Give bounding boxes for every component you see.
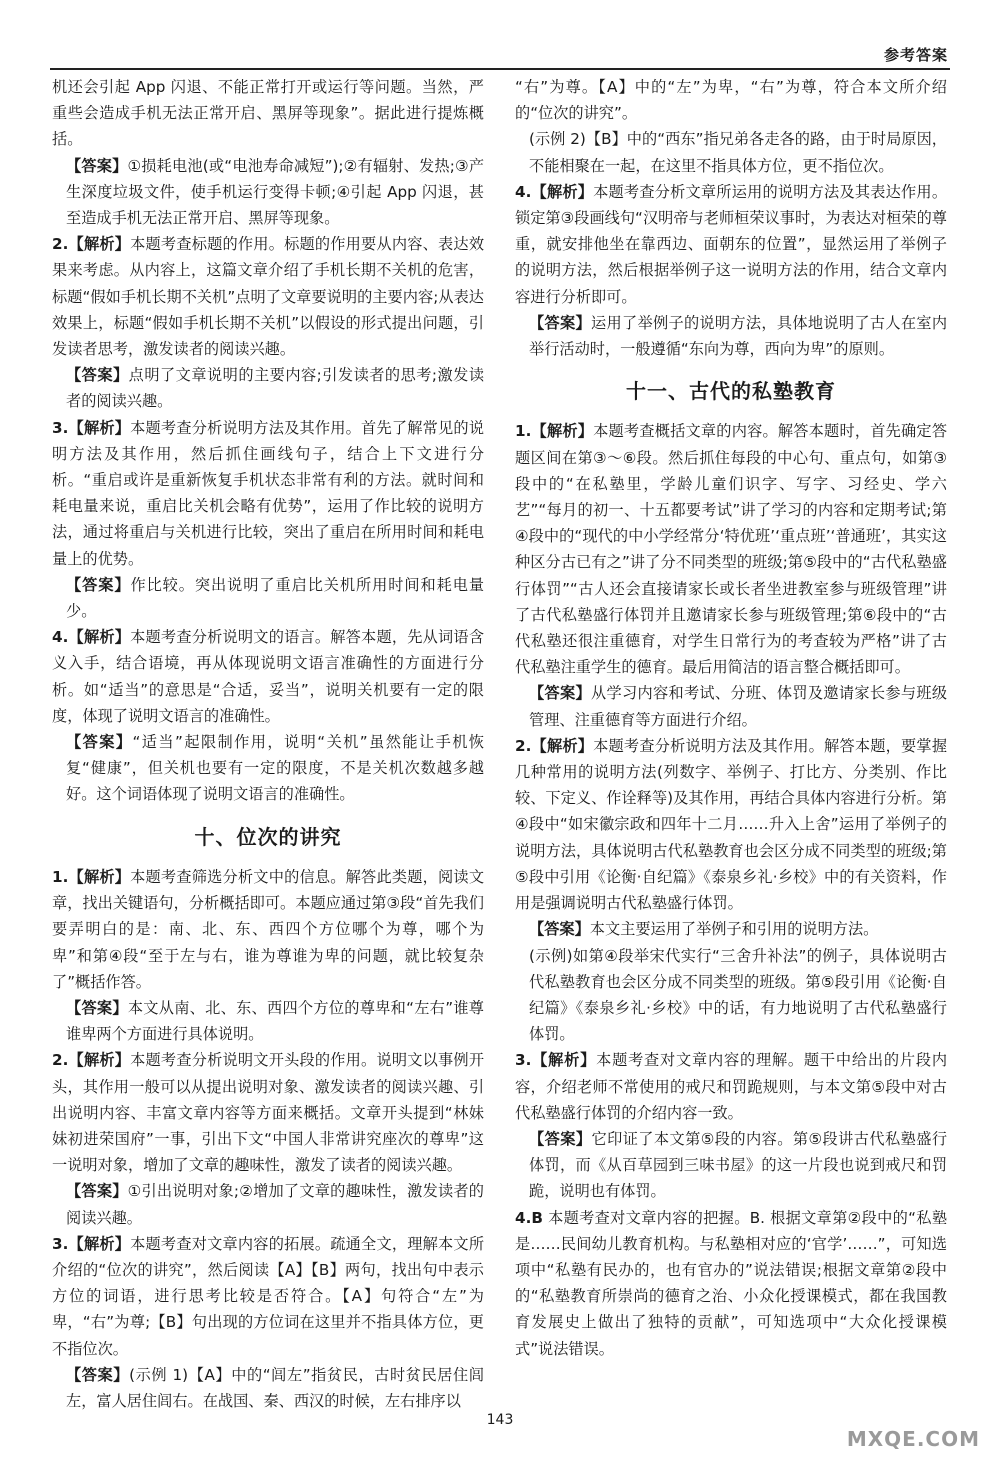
example-2: (示例 2)【B】中的“西东”指兄弟各走各的路，由于时局原因，不能相聚在一起，在这里不指具体方位，更不指位次。: [529, 130, 947, 175]
analysis-text: 本题考查对文章内容的理解。题干中给出的片段内容，介绍老师不常使用的戒尺和罚跪规则，与本文第⑤段中对古代私塾盛行体罚的介绍内容一致。: [515, 1051, 948, 1122]
section10-q3-analysis: [52, 1231, 484, 1362]
question-number: 2.: [52, 235, 69, 254]
answer-text: ①损耗电池(或“电池寿命减短”);②有辐射、发热;③产生深度垃圾文件，使手机运行变得卡顿;④引起 App 闪退，甚至造成手机无法正常开启、黑屏等现象。: [66, 156, 485, 228]
section10-q1-answer: [52, 995, 484, 1047]
analysis-tag: 【解析】: [68, 628, 131, 647]
analysis-text: 本题考查标题的作用。标题的作用要从内容、表达效果来考虑。从内容上，这篇文章介绍了手机长期不关机的危害，标题“假如手机长期不关机”点明了文章要说明的主要内容;从表达效果上，标题“假如手机长期不关机”以假设的形式提出问题，引发读者思考，激发读者的阅读兴趣。: [52, 235, 485, 359]
question-4-analysis: [52, 624, 484, 729]
question-number: 4.: [515, 1208, 532, 1227]
answer-tag: 【答案】: [66, 998, 128, 1017]
section10-q3-answer: [52, 1362, 484, 1414]
answer-tag: 【答案】: [66, 1182, 128, 1201]
section11-q2-example: (示例)如第④段举宋代实行“三舍升补法”的例子，具体说明古代私塾教育也会区分成不同类型的班级。第⑤段引用《论衡·自纪篇》《泰泉乡礼·乡校》中的话，有力地说明了古代私塾盛行体罚。: [529, 946, 947, 1044]
watermark-logo: MXQE.COM: [846, 1427, 980, 1451]
answer-text: 从学习内容和考试、分班、体罚及邀请家长参与班级管理、注重德育等方面进行介绍。: [529, 684, 948, 729]
question-number: 3.: [515, 1051, 532, 1070]
question-number: 4.: [515, 182, 532, 201]
answer-2: [52, 362, 484, 414]
analysis-text: 本题考查分析说明文的语言。解答本题，先从词语含义入手，结合语境，再从体现说明文语言准确性的方面进行分析。如“适当”的意思是“合适，妥当”，说明关机要有一定的限度，体现了说明文语言的准确性。: [52, 628, 485, 725]
section11-q1-analysis: [515, 418, 947, 680]
answer-4: [52, 729, 484, 808]
answer-text: 点明了文章说明的主要内容;引发读者的思考;激发读者的阅读兴趣。: [66, 366, 485, 411]
analysis-tag: 【解析】: [68, 867, 131, 886]
section11-q2-analysis: [515, 733, 947, 916]
section-title-10: 十、位次的讲究: [194, 824, 342, 849]
section10-q1-analysis: [52, 864, 484, 995]
right-column: [515, 74, 947, 1362]
answer-text: “适当”起限制作用，说明“关机”虽然能让手机恢复“健康”，但关机也要有一定的限度，不是关机次数越多越好。这个词语体现了说明文语言的准确性。: [66, 733, 484, 804]
answer-tag: 【答案】: [529, 313, 591, 332]
question-number: 1.: [52, 867, 69, 886]
answer-tag: 【答案】: [529, 684, 591, 703]
question-number: 4.: [52, 628, 69, 647]
answer-text: 本文主要运用了举例子和引用的说明方法。: [589, 920, 879, 939]
answer-text: ①引出说明对象;②增加了文章的趣味性，激发读者的阅读兴趣。: [66, 1182, 484, 1227]
answer-3: [52, 572, 484, 624]
analysis-tag: 【解析】: [531, 736, 594, 755]
section10-q2-answer: [52, 1178, 484, 1230]
question-number: 2.: [52, 1051, 69, 1070]
answer-tag: 【答案】: [66, 575, 131, 594]
question-number: 1.: [515, 422, 532, 441]
answer-tag: 【答案】: [529, 920, 590, 939]
question-2-analysis: [52, 231, 484, 362]
answer-tag: 【答案】: [66, 1365, 130, 1384]
section11-q1-answer: [515, 680, 947, 732]
analysis-tag: 【解析】: [531, 182, 594, 201]
analysis-text: 本题考查分析说明方法及其作用。解答本题，要掌握几种常用的说明方法(列数字、举例子、打比方、分类别、作比较、下定义、作诠释等)及其作用，再结合具体内容进行分析。第④段中“如宋徽宗政和四年十二月……升入上舍”运用了举例子的说明方法，具体说明古代私塾教育也会区分成不同类型的班级;第⑤段中引用《论衡·自纪篇》《泰泉乡礼·乡校》中的有关资料，作用是强调说明古代私塾盛行体罚。: [515, 736, 948, 913]
answer-tag: 【答案】: [66, 733, 133, 752]
section10-q2-analysis: [52, 1047, 484, 1178]
left-column: [52, 74, 484, 1414]
answer-text: 它印证了本文第⑤段的内容。第⑤段讲古代私塾盛行体罚，而《从百草园到三味书屋》的这一片段也说到戒尺和罚跪，说明也有体罚。: [529, 1129, 948, 1201]
analysis-text: 本题考查分析说明方法及其作用。首先了解常见的说明方法及其作用，然后抓住画线句子，结合上下文进行分析。“重启或许是重新恢复手机状态非常有利的方法。就时间和耗电量来说，重启比关机会略有优势”，运用了作比较的说明方法，通过将重启与关机进行比较，突出了重启在所用时间和耗电量上的优势。: [52, 418, 485, 568]
answer-tag: 【答案】: [66, 156, 128, 175]
analysis-tag: 【解析】: [68, 235, 131, 254]
page-header-title: 参考答案: [883, 46, 948, 64]
question-4-analysis: [515, 179, 947, 310]
page-number: 143: [486, 1412, 514, 1428]
analysis-tag: 【解析】: [68, 418, 131, 437]
answer-tag: 【答案】: [529, 1129, 592, 1148]
analysis-text: 本题考查对文章内容的把握。B. 根据文章第②段中的“私塾是……民间幼儿教育机构。与私塾相对应的‘官学’……”，可知选项中“私塾有民办的，也有官办的”说法错误;根据文章第②段中的“私塾教育所崇尚的德育之治、小众化授课模式，都在我国教育发展史上做出了独特的贡献”，可知选项中“大众化授课模式”说法错误。: [515, 1208, 948, 1358]
answer-text: 作比较。突出说明了重启比关机所用时间和耗电量少。: [66, 575, 485, 621]
analysis-tag: 【解析】: [531, 1051, 597, 1070]
answer-tag: 【答案】: [66, 366, 129, 385]
choice-answer: B: [531, 1208, 543, 1227]
analysis-text: 本题考查分析文章所运用的说明方法及其表达作用。锁定第③段画线句“汉明帝与老师桓荣议事时，为表达对桓荣的尊重，就安排他坐在靠西边、面朝东的位置”，显然运用了举例子的说明方法，然后根据举例子这一说明方法的作用，结合文章内容进行分析即可。: [515, 182, 948, 306]
analysis-tag: 【解析】: [68, 1051, 131, 1070]
section-title-11: 十一、古代的私塾教育: [626, 379, 836, 404]
answer-text: 本文从南、北、东、西四个方位的尊卑和“左右”谁尊谁卑两个方面进行具体说明。: [66, 998, 484, 1044]
answer-4: [515, 310, 947, 362]
header-rule: [50, 68, 950, 70]
question-number: 3.: [52, 418, 69, 437]
analysis-tag: 【解析】: [68, 1234, 131, 1253]
answer-text: (示例 1)【A】中的“闾左”指贫民，古时贫民居住闾左，富人居住闾右。在战国、秦、西汉的时候，左右排序以: [66, 1365, 485, 1410]
analysis-tag: 【解析】: [531, 422, 594, 441]
section11-q3-answer: [515, 1126, 947, 1205]
section11-q3-analysis: [515, 1047, 947, 1126]
answer-text: 运用了举例子的说明方法，具体地说明了古人在室内举行活动时，一般遵循“东向为尊，西向为卑”的原则。: [529, 313, 948, 359]
analysis-text: 本题考查分析说明文开头段的作用。说明文以事例开头，其作用一般可以从提出说明对象、激发读者的阅读兴趣、引出说明内容、丰富文章内容等方面来概括。文章开头提到“林妹妹初进荣国府”一事，引出下文“中国人非常讲究座次的尊卑”这一说明对象，增加了文章的趣味性，激发了读者的阅读兴趣。: [52, 1051, 485, 1175]
paragraph-continuation: 机还会引起 App 闪退、不能正常打开或运行等问题。当然，严重些会造成手机无法正常开启、黑屏等现象”。据此进行提炼概括。: [52, 78, 484, 149]
section11-q4: [515, 1205, 947, 1362]
analysis-text: 本题考查筛选分析文中的信息。解答此类题，阅读文章，找出关键语句，分析概括即可。本题应通过第③段“首先我们要弄明白的是：南、北、东、西四个方位哪个为尊，哪个为卑”和第④段“至于左与右，谁为尊谁为卑的问题，就比较复杂了”概括作答。: [52, 867, 485, 991]
question-3-analysis: [52, 415, 484, 572]
question-number: 2.: [515, 736, 532, 755]
analysis-text: 本题考查对文章内容的拓展。疏通全文，理解本文所介绍的“位次的讲究”，然后阅读【A】【B】两句，找出句中表示方位的词语，进行思考比较是否符合。【A】句符合“左”为卑，“右”为尊;【B】句出现的方位词在这里并不指具体方位，更不指位次。: [52, 1234, 485, 1358]
question-number: 3.: [52, 1234, 69, 1253]
analysis-text: 本题考查概括文章的内容。解答本题时，首先确定答题区间在第③～⑥段。然后抓住每段的中心句、重点句，如第③段中的“在私塾里，学龄儿童们识字、写字、习经史、学六艺”“每月的初一、十五都要考试”讲了学习的内容和定期考试;第④段中的“现代的中小学经常分‘特优班’‘重点班’‘普通班’，其实这种区分古已有之”讲了分不同类型的班级;第⑤段中的“古代私塾盛行体罚”“古人还会直接请家长或长者坐进教室参与班级管理”讲了古代私塾盛行体罚并且邀请家长参与班级管理;第⑥段中的“古代私塾还很注重德育，对学生日常行为的考查较为严格”讲了古代私塾注重学生的德育。最后用简洁的语言整合概括即可。: [515, 422, 948, 677]
answer-1: [52, 153, 484, 232]
paragraph-continuation: “右”为尊。【A】中的“左”为卑，“右”为尊，符合本文所介绍的“位次的讲究”。: [515, 78, 947, 123]
section11-q2-answer: [515, 916, 947, 942]
